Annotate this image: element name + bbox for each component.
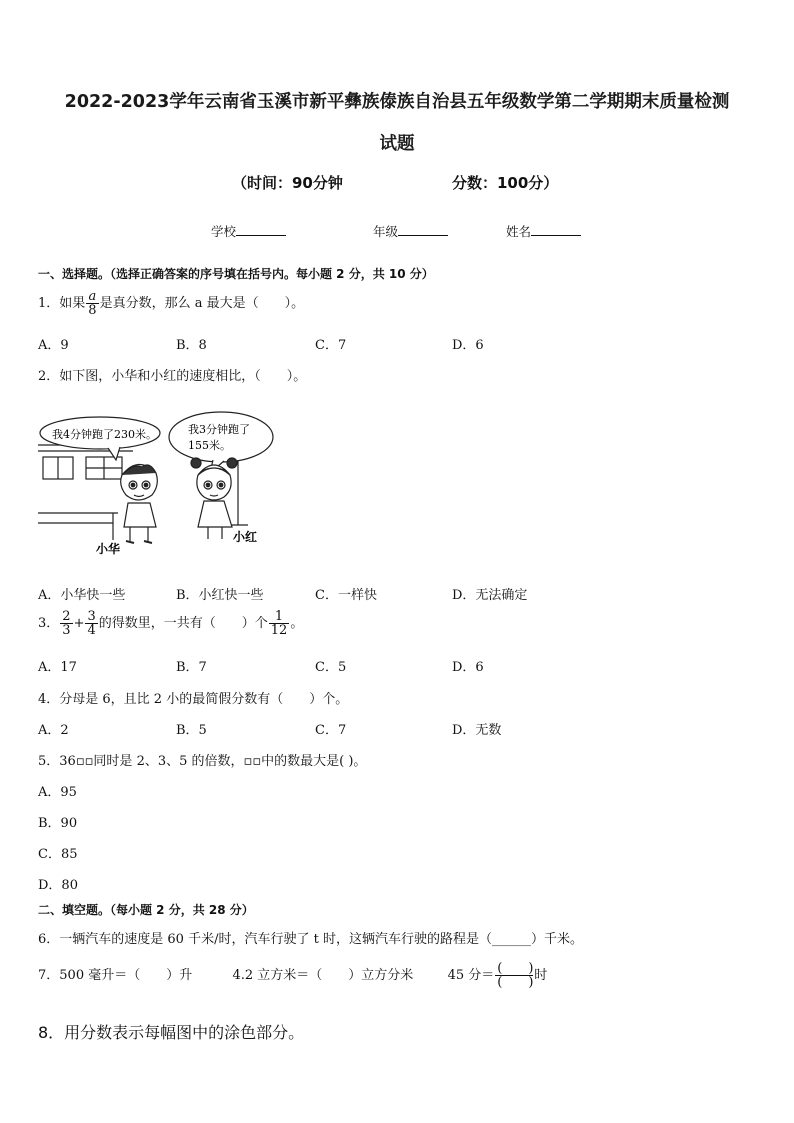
q7-fraction-blank[interactable]: $\frac{( )}{( )}$: [497, 961, 534, 990]
grade-field: [373, 222, 448, 240]
q1-option-d[interactable]: D．6: [452, 338, 484, 353]
time-label: （时间：90分钟: [232, 174, 343, 192]
q2-illustration: [38, 405, 278, 560]
q3-text-pre: 3．: [38, 616, 60, 631]
q3-fraction-2: $\frac{3}{4}$: [87, 609, 96, 638]
q3-text-post: 。: [290, 616, 304, 631]
q3-fraction-1: $\frac{2}{3}$: [62, 609, 71, 638]
q3-plus: +: [73, 616, 85, 631]
q1-text-post: 是真分数，那么 a 最大是（ ）。: [99, 296, 305, 311]
q2-option-c[interactable]: C．一样快: [315, 588, 377, 603]
question-7: [38, 962, 547, 989]
name-blank[interactable]: [531, 223, 581, 236]
page-title: 2022-2023学年云南省玉溪市新平彝族傣族自治县五年级数学第二学期期末质量检测: [64, 92, 730, 112]
question-4: 4．分母是 6，且比 2 小的最简假分数有（ ）个。: [38, 692, 349, 707]
boy-figure: [121, 464, 158, 543]
speech-text-right-1: 我3分钟跑了: [188, 423, 250, 436]
question-6: 6．一辆汽车的速度是 60 千米/时，汽车行驶了 t 时，这辆汽车行驶的路程是（______）千米。: [38, 932, 583, 947]
school-label: 学校: [211, 224, 237, 239]
score-label: 分数：100分）: [452, 174, 559, 192]
question-1: [38, 290, 304, 317]
label-xiaohong: 小红: [233, 530, 258, 544]
q1-option-a[interactable]: A．9: [38, 338, 69, 353]
q7-part-2: 4.2 立方米＝（ ）立方分米: [232, 968, 414, 983]
q5-option-c[interactable]: C．85: [38, 847, 78, 862]
q5-option-b[interactable]: B．90: [38, 816, 78, 831]
q3-option-b[interactable]: B．7: [176, 660, 207, 675]
question-8: 8．用分数表示每幅图中的涂色部分。: [38, 1023, 305, 1042]
q7-part-1: 7．500 毫升＝（ ）升: [38, 968, 193, 983]
q4-option-c[interactable]: C．7: [315, 723, 347, 738]
speech-text-left: 我4分钟跑了230米。: [52, 428, 157, 441]
name-label: 姓名: [506, 224, 532, 239]
q1-fraction: $\frac{a}{8}$: [88, 289, 97, 318]
q3-text-mid: 的得数里，一共有（ ）个: [98, 616, 268, 631]
q4-option-d[interactable]: D．无数: [452, 723, 502, 738]
school-blank[interactable]: [236, 223, 286, 236]
grade-blank[interactable]: [398, 223, 448, 236]
question-5: 5．36▫▫同时是 2、3、5 的倍数，▫▫中的数最大是( )。: [38, 754, 367, 769]
question-2: 2．如下图，小华和小红的速度相比，（ ）。: [38, 369, 307, 384]
speech-text-right-2: 155米。: [188, 439, 231, 452]
question-3: [38, 610, 303, 637]
section-heading-choice: 一、选择题。（选择正确答案的序号填在括号内。每小题 2 分，共 10 分）: [38, 267, 434, 281]
page-title-line2: 试题: [379, 134, 415, 154]
q2-option-b[interactable]: B．小红快一些: [176, 588, 264, 603]
speech-bubble-right: [169, 412, 273, 462]
q7-part-3-post: 时: [534, 968, 548, 983]
q5-option-d[interactable]: D．80: [38, 878, 78, 893]
q4-option-a[interactable]: A．2: [38, 723, 69, 738]
q1-option-c[interactable]: C．7: [315, 338, 347, 353]
q3-option-c[interactable]: C．5: [315, 660, 347, 675]
q7-part-3-pre: 45 分＝: [447, 968, 495, 983]
q3-option-a[interactable]: A．17: [38, 660, 77, 675]
q2-option-a[interactable]: A．小华快一些: [38, 588, 126, 603]
q1-text-pre: 1．如果: [38, 296, 86, 311]
girl-figure: [191, 458, 237, 539]
q3-option-d[interactable]: D．6: [452, 660, 484, 675]
school-field: [211, 222, 286, 240]
name-field: [506, 222, 581, 240]
q4-option-b[interactable]: B．5: [176, 723, 207, 738]
q3-fraction-3: $\frac{1}{12}$: [270, 609, 288, 638]
q2-option-d[interactable]: D．无法确定: [452, 588, 528, 603]
section-heading-fill: 二、填空题。（每小题 2 分，共 28 分）: [38, 903, 254, 917]
q5-option-a[interactable]: A．95: [38, 785, 77, 800]
grade-label: 年级: [373, 224, 399, 239]
label-xiaohua: 小华: [96, 542, 121, 556]
q1-option-b[interactable]: B．8: [176, 338, 207, 353]
